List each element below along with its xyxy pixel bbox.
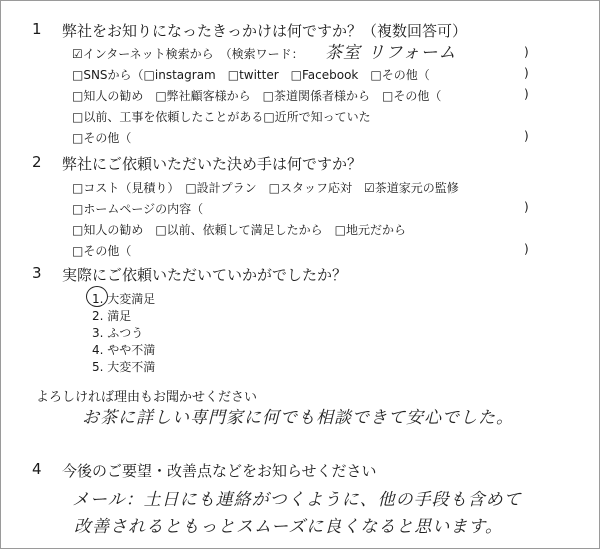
q2-option-other[interactable]: □その他（ — [72, 244, 132, 258]
q2-option-homepage[interactable]: □ホームページの内容（ — [72, 202, 204, 216]
q2-option-referral[interactable]: □知人の勧め □以前、依頼して満足したから □地元だから — [72, 223, 407, 237]
q3-number: 3 — [32, 264, 42, 282]
selected-answer-circle — [86, 286, 108, 307]
q3-option-4[interactable]: 4. やや不満 — [92, 343, 156, 357]
q1-line3-paren: ) — [524, 87, 529, 101]
q2-line2-paren: ) — [524, 200, 529, 214]
q1-option-previous[interactable]: □以前、工事を依頼したことがある□近所で知っていた — [72, 110, 371, 124]
q1-search-keyword-answer: 茶室 リフォーム — [325, 43, 457, 63]
q1-line2-paren: ) — [524, 66, 529, 80]
q1-option-other[interactable]: □その他（ — [72, 131, 132, 145]
q3-reason-prompt: よろしければ理由もお聞かせください — [36, 390, 258, 405]
q1-question: 弊社をお知りになったきっかけは何ですか？（複数回答可） — [62, 22, 468, 40]
q1-number: 1 — [32, 20, 42, 38]
q4-number: 4 — [32, 460, 42, 478]
q3-reason-answer: お茶に詳しい専門家に何でも相談できて安心でした。 — [82, 408, 514, 428]
q1-option-sns[interactable]: □SNSから（□instagram □twitter □Facebook □その他（ — [72, 68, 430, 82]
q1-line5-paren: ) — [524, 129, 529, 143]
q2-question: 弊社にご依頼いただいた決め手は何ですか？ — [62, 155, 363, 173]
q3-option-5[interactable]: 5. 大変不満 — [92, 360, 156, 374]
q2-option-cost[interactable]: □コスト（見積り） □設計プラン □スタッフ応対 ☑茶道家元の監修 — [72, 181, 459, 195]
q3-question: 実際にご依頼いただいていかがでしたか？ — [62, 266, 348, 284]
q1-line1-paren: ) — [524, 45, 529, 59]
q1-option-referral[interactable]: □知人の勧め □弊社顧客様から □茶道関係者様から □その他（ — [72, 89, 442, 103]
q4-answer-line2: 改善されるともっとスムーズに良くなると思います。 — [74, 517, 503, 537]
q3-option-2[interactable]: 2. 満足 — [92, 309, 132, 323]
q2-number: 2 — [32, 153, 42, 171]
q3-option-3[interactable]: 3. ふつう — [92, 326, 144, 340]
q4-question: 今後のご要望・改善点などをお知らせください — [62, 462, 377, 480]
q1-option-internet-search[interactable]: ☑インターネット検索から （検索ワード： — [72, 47, 304, 61]
q2-line4-paren: ) — [524, 242, 529, 256]
q3-option-1[interactable]: 1. 大変満足 — [92, 292, 156, 306]
q4-answer-line1: メール：土日にも連絡がつくように、他の手段も含めて — [72, 490, 522, 510]
